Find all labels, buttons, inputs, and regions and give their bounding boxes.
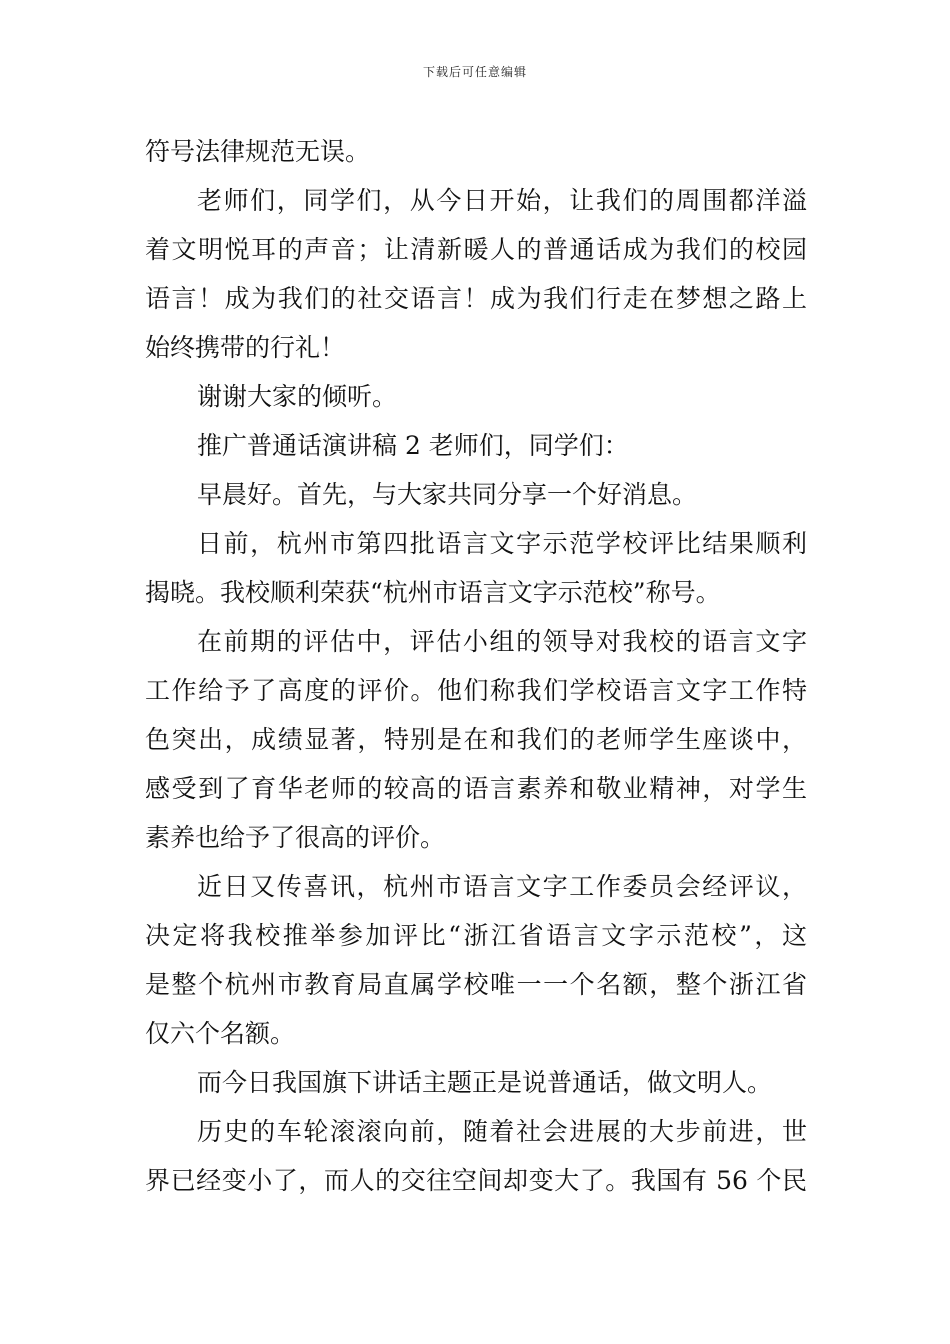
text-line: 符号法律规范无误。 bbox=[145, 137, 371, 166]
text-line: 揭晓。我校顺利荣获“杭州市语言文字示范校”称号。 bbox=[145, 578, 721, 607]
text-line: 谢谢大家的倾听。 bbox=[197, 382, 398, 411]
text-line: 日前，杭州市第四批语言文字示范学校评比结果顺利 bbox=[197, 529, 807, 558]
text-line: 语言！成为我们的社交语言！成为我们行走在梦想之路上 bbox=[145, 284, 807, 313]
text-line: 近日又传喜讯，杭州市语言文字工作委员会经评议， bbox=[197, 872, 807, 901]
page-header: 下载后可任意编辑 bbox=[422, 65, 527, 79]
text-line: 历史的车轮滚滚向前，随着社会进展的大步前进，世 bbox=[197, 1117, 807, 1146]
text-line: 而今日我国旗下讲话主题正是说普通话，做文明人。 bbox=[197, 1068, 773, 1097]
text-line: 着文明悦耳的声音；让清新暖人的普通话成为我们的校园 bbox=[145, 235, 807, 264]
document-body bbox=[145, 127, 807, 1205]
text-line: 老师们，同学们，从今日开始，让我们的周围都洋溢 bbox=[197, 186, 807, 215]
text-line: 始终携带的行礼！ bbox=[145, 333, 346, 362]
text-line: 工作给予了高度的评价。他们称我们学校语言文字工作特 bbox=[145, 676, 807, 705]
text-line: 在前期的评估中，评估小组的领导对我校的语言文字 bbox=[197, 627, 807, 656]
text-line: 素养也给予了很高的评价。 bbox=[145, 823, 446, 852]
text-line: 感受到了育华老师的较高的语言素养和敬业精神，对学生 bbox=[145, 774, 807, 803]
text-line: 仅六个名额。 bbox=[145, 1019, 296, 1048]
text-line: 色突出，成绩显著，特别是在和我们的老师学生座谈中， bbox=[145, 725, 807, 754]
text-line: 早晨好。首先，与大家共同分享一个好消息。 bbox=[197, 480, 698, 509]
text-line: 是整个杭州市教育局直属学校唯一一个名额，整个浙江省 bbox=[145, 970, 807, 999]
text-line: 决定将我校推举参加评比“浙江省语言文字示范校”，这 bbox=[145, 921, 807, 950]
text-line: 界已经变小了，而人的交往空间却变大了。我国有 56 个民 bbox=[145, 1166, 807, 1195]
text-line: 推广普通话演讲稿 2 老师们，同学们： bbox=[197, 431, 629, 460]
